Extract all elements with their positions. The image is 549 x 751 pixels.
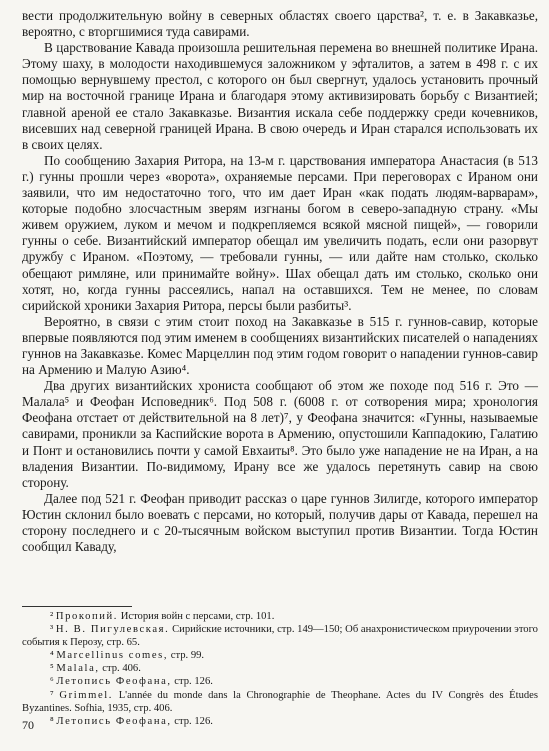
- paragraph: Вероятно, в связи с этим стоит поход на Закавказье в 515 г. гуннов-савир, которые впервые появляются под этим именем в сообщениях византийских писателей о нападениях гуннов на Закавказье. Комес Марцеллин под этим годом говорит о нападении гуннов-савир на Армению и Малую Азию⁴.: [22, 313, 538, 378]
- paragraph: Два других византийских хрониста сообщают об этом же походе под 516 г. Это — Малала⁵ и Феофан Исповедник⁶. Под 508 г. (6008 г. от сотворения мира; хронология Феофана отстает от действительной на 8 лет)⁷, у Феофана значится: «Гунны, называемые савирами, проникли за Каспийские ворота в Армению, опустошили Каппадокию, Галатию и Понт и остановились почти у самой Евхаиты⁸. Это было уже нападение не на Иран, а на владения Византии. По-видимому, Ирану все же удалось перетянуть савир на свою сторону.: [22, 378, 538, 490]
- footnote: [22, 610, 538, 623]
- footnote-text: стр. 99.: [170, 650, 205, 662]
- footnote-divider: [22, 606, 132, 607]
- footnote-author: Прокопий.: [55, 611, 119, 622]
- footnote-text: стр. 126.: [174, 715, 213, 727]
- footnotes: [22, 610, 538, 728]
- footnote-mark: ³: [50, 624, 54, 636]
- footnote: [22, 623, 538, 649]
- footnote-author: Летопись Феофана,: [56, 676, 172, 688]
- footnote-mark: ⁸: [50, 715, 54, 727]
- footnote-author: Grimmel.: [59, 689, 114, 701]
- footnote-text: История войн с персами, стр. 101.: [120, 611, 275, 622]
- paragraph: По сообщению Захария Ритора, на 13-м г. царствования императора Анастасия (в 513 г.) гунны прошли через «ворота», охраняемые персами. При переговорах с Ираном они заявили, что им недостаточно того, что им дает Иран «как подать людям-варварам», которые подобно злосчастным зверям изгнаны богом в северо-западную страну. «Мы живем оружием, луком и мечом и подкрепляемся всякой мясной пищей», — говорили гунны о себе. Византийский император обещал им увеличить подать, если они разорвут дружбу с Ираном. «Поэтому, — требовали гунны, — или дайте нам столько, сколько обещают римляне, или принимайте войну». Шах обещал дать им столько, сколько они хотят, но, когда гунны рассеялись, напал на оставшихся. Тем не менее, по словам сирийской хроники Захария Ритора, персы были разбиты³.: [22, 152, 538, 313]
- footnote: [22, 662, 538, 675]
- footnote-author: Marcellinus comes,: [56, 650, 169, 662]
- footnote-mark: ²: [50, 611, 54, 622]
- footnote-mark: ⁶: [50, 676, 54, 688]
- paragraph: Далее под 521 г. Феофан приводит рассказ о царе гуннов Зилигде, которого император Юстин склонил было воевать с персами, но который, получив дары от Кавада, перешел на сторону последнего и с 20-тысячным войском выступил против Византии. Тогда Юстин сообщил Каваду,: [22, 490, 538, 555]
- footnote-mark: ⁴: [50, 650, 54, 662]
- main-text: [22, 8, 538, 555]
- paragraph: вести продолжительную войну в северных областях своего царства², т. е. в Закавказье, вероятно, с вторгшимися туда савирами.: [22, 8, 538, 40]
- footnote: [22, 675, 538, 688]
- page-number: 70: [22, 718, 34, 732]
- footnote-author: Летопись Феофана,: [56, 715, 172, 727]
- footnote-text: L'année du monde dans la Chronographie de Theophane. Actes du IV Congrès des Études Byzantines. Sofhia, 1935, стр. 406.: [22, 689, 538, 714]
- footnote-mark: ⁵: [50, 663, 54, 675]
- footnote-author: Н. В. Пигулевская.: [55, 624, 170, 636]
- footnote-text: стр. 406.: [102, 663, 141, 675]
- paragraph: В царствование Кавада произошла решительная перемена во внешней политике Ирана. Этому шаху, в молодости находившемуся заложником у эфталитов, а затем в 498 г. с их помощью вернувшему престол, с которого он был свергнут, удалось установить прочный мир на восточной границе Ирана и благодаря этому активизировать борьбу с Византией; главной ареной ее стало Закавказье. Византия искала себе поддержку среди кочевников, висевших над северной границей Ирана. В свою очередь и Иран старался использовать их в своих целях.: [22, 40, 538, 152]
- footnote: [22, 649, 538, 662]
- footnote-author: Malala,: [56, 663, 100, 675]
- footnote-text: Сирийские источники, стр. 149—150; Об анахронистическом приурочении этого события к Перозу, стр. 65.: [22, 624, 538, 649]
- footnote: [22, 689, 538, 715]
- footnote: [22, 715, 538, 728]
- footnote-mark: ⁷: [50, 689, 54, 701]
- footnote-text: стр. 126.: [174, 676, 213, 688]
